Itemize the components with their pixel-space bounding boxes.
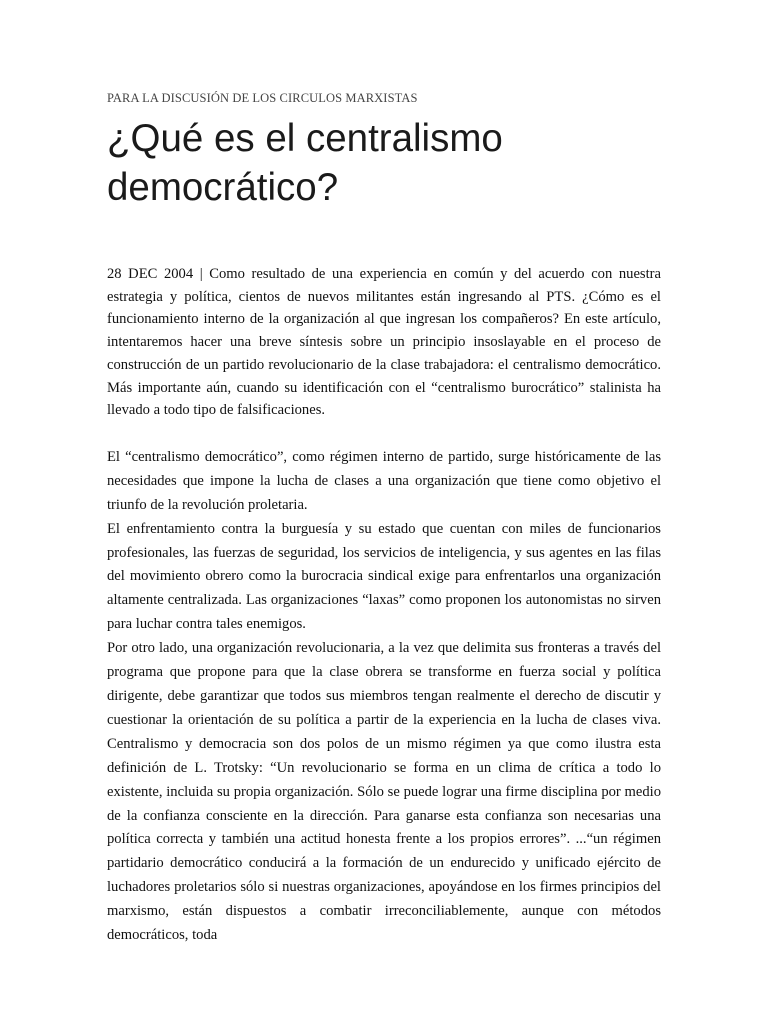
article-paragraph: Por otro lado, una organización revolucionaria, a la vez que delimita sus fronteras a través del programa que propone para que la clase obrera se transforme en fuerza social y política dirigente, debe garantizar que todos sus miembros tengan realmente el derecho de discutir y cuestionar la orientación de su política a partir de la experiencia en la lucha de clases viva. Centralismo y democracia son dos polos de un mismo régimen ya que como ilustra esta definición de L. Trotsky: “Un revolucionario se forma en un clima de crítica a todo lo existente, incluida su propia organización. Sólo se puede lograr una firme disciplina por medio de la confianza consciente en la dirección. Para ganarse esta confianza son necesarias una política correcta y también una actitud honesta frente a los propios errores”. ...“un régimen partidario democrático conducirá a la formación de un endurecido y unificado ejército de luchadores proletarios sólo si nuestras organizaciones, apoyándose en los firmes principios del marxismo, están dispuestos a combatir irreconciliablemente, aunque con métodos democráticos, toda	[107, 640, 661, 944]
article-lead-paragraph: 28 DEC 2004 | Como resultado de una experiencia en común y del acuerdo con nuestra estrategia y política, cientos de nuevos militantes están ingresando al PTS. ¿Cómo es el funcionamiento interno de la organización al que ingresan los compañeros? En este artículo, intentaremos hacer una breve síntesis sobre un principio insoslayable en el proceso de construcción de un partido revolucionario de la clase trabajadora: el centralismo democrático. Más importante aún, cuando su identificación con el “centralismo burocrático” stalinista ha llevado a todo tipo de falsificaciones.	[107, 266, 661, 419]
article-body	[107, 263, 661, 948]
article-paragraph: El “centralismo democrático”, como régimen interno de partido, surge históricamente de las necesidades que impone la lucha de clases a una organización que tiene como objetivo el triunfo de la revolución proletaria.	[107, 448, 661, 513]
article-paragraph: El enfrentamiento contra la burguesía y su estado que cuentan con miles de funcionarios profesionales, las fuerzas de seguridad, los servicios de inteligencia, y sus agentes en las filas del movimiento obrero como la burocracia sindical exige para enfrentarlos una organización altamente centralizada. Las organizaciones “laxas” como proponen los autonomistas no sirven para luchar contra tales enemigos.	[107, 520, 661, 633]
article-title: ¿Qué es el centralismo democrático?	[107, 117, 503, 209]
paragraph-gap	[107, 422, 661, 446]
article-kicker: PARA LA DISCUSIÓN DE LOS CIRCULOS MARXISTAS	[107, 91, 418, 105]
